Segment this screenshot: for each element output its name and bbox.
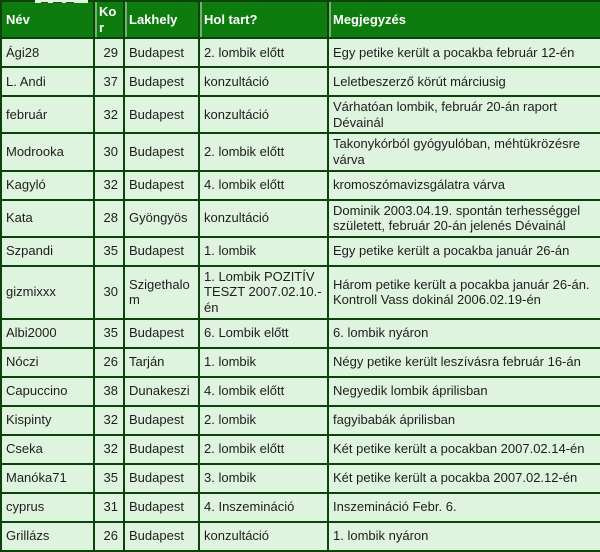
cell-megjegyzes: Dominik 2003.04.19. spontán terhességgel született, február 20-án jelenés Dévainál [328, 200, 600, 237]
cell-megjegyzes: Egy petike került a pocakba január 26-án [328, 237, 600, 266]
table-row [1, 435, 600, 464]
cell-nev: Modrooka [1, 133, 94, 170]
header-row [1, 1, 600, 38]
table-row [1, 171, 600, 200]
cell-megjegyzes: 1. lombik nyáron [328, 522, 600, 551]
cell-hol: 4. lombik előtt [199, 171, 328, 200]
cell-lakhely: Budapest [124, 96, 199, 133]
cell-megjegyzes: Inszemináció Febr. 6. [328, 493, 600, 522]
cell-kor: 35 [94, 319, 124, 348]
cell-hol: 4. lombik előtt [199, 377, 328, 406]
column-header-kor: Kor [94, 1, 124, 38]
table-row [1, 464, 600, 493]
cell-lakhely: Dunakeszi [124, 377, 199, 406]
cell-megjegyzes: fagyibabák áprilisban [328, 406, 600, 435]
cell-nev: Nóczi [1, 348, 94, 377]
table-row [1, 522, 600, 551]
cell-lakhely: Budapest [124, 67, 199, 96]
cell-kor: 26 [94, 348, 124, 377]
cell-hol: konzultáció [199, 522, 328, 551]
table-row [1, 96, 600, 133]
cell-nev: gizmixxx [1, 266, 94, 319]
cell-megjegyzes: Két petike került a pocakban 2007.02.14-én [328, 435, 600, 464]
cell-hol: 4. Inszemináció [199, 493, 328, 522]
cell-megjegyzes: Egy petike került a pocakba február 12-én [328, 38, 600, 67]
cell-lakhely: Budapest [124, 406, 199, 435]
cell-lakhely: Budapest [124, 435, 199, 464]
cell-hol: konzultáció [199, 96, 328, 133]
table-row [1, 237, 600, 266]
cell-kor: 29 [94, 38, 124, 67]
cell-kor: 31 [94, 493, 124, 522]
table-row [1, 377, 600, 406]
cell-hol: 6. Lombik előtt [199, 319, 328, 348]
column-header-hol: Hol tart? [199, 1, 328, 38]
cell-kor: 37 [94, 67, 124, 96]
cell-kor: 30 [94, 133, 124, 170]
cell-kor: 38 [94, 377, 124, 406]
cell-kor: 32 [94, 406, 124, 435]
cell-kor: 35 [94, 237, 124, 266]
table-row [1, 67, 600, 96]
cell-lakhely: Szigethalom [124, 266, 199, 319]
cell-kor: 35 [94, 464, 124, 493]
cell-hol: 2. lombik előtt [199, 133, 328, 170]
cell-megjegyzes: Leletbeszerző körút márciusig [328, 67, 600, 96]
cell-megjegyzes: 6. lombik nyáron [328, 319, 600, 348]
cell-hol: 1. Lombik POZITÍV TESZT 2007.02.10.-én [199, 266, 328, 319]
table-row [1, 200, 600, 237]
cell-nev: Szpandi [1, 237, 94, 266]
cell-nev: Capuccino [1, 377, 94, 406]
cell-megjegyzes: Takonykórból gyógyulóban, méhtükrözésre várva [328, 133, 600, 170]
cell-lakhely: Budapest [124, 522, 199, 551]
cell-kor: 32 [94, 171, 124, 200]
table-row [1, 319, 600, 348]
cell-lakhely: Budapest [124, 237, 199, 266]
cell-nev: Grillázs [1, 522, 94, 551]
table-row [1, 348, 600, 377]
cell-hol: 2. lombik [199, 406, 328, 435]
cell-nev: cyprus [1, 493, 94, 522]
column-header-nev: Név [1, 1, 94, 38]
table-body [1, 38, 600, 550]
table-row [1, 38, 600, 67]
cell-nev: Cseka [1, 435, 94, 464]
cell-lakhely: Tarján [124, 348, 199, 377]
cell-kor: 32 [94, 96, 124, 133]
cell-megjegyzes: Három petike került a pocakba január 26-án. Kontroll Vass dokinál 2006.02.19-én [328, 266, 600, 319]
cell-megjegyzes: Negyedik lombik áprilisban [328, 377, 600, 406]
cell-lakhely: Budapest [124, 493, 199, 522]
cell-nev: Kata [1, 200, 94, 237]
cell-lakhely: Budapest [124, 319, 199, 348]
cell-nev: Kagyló [1, 171, 94, 200]
cell-nev: február [1, 96, 94, 133]
cell-kor: 28 [94, 200, 124, 237]
table-row [1, 493, 600, 522]
cell-megjegyzes: Két petike került a pocakba 2007.02.12-én [328, 464, 600, 493]
cell-megjegyzes: kromoszómavizsgálatra várva [328, 171, 600, 200]
cell-lakhely: Budapest [124, 464, 199, 493]
cell-nev: Ági28 [1, 38, 94, 67]
cell-lakhely: Budapest [124, 171, 199, 200]
top-edge-artifact [35, 0, 88, 3]
cell-hol: konzultáció [199, 200, 328, 237]
cell-nev: L. Andi [1, 67, 94, 96]
cell-kor: 30 [94, 266, 124, 319]
cell-nev: Kispinty [1, 406, 94, 435]
cell-hol: 1. lombik [199, 237, 328, 266]
cell-lakhely: Budapest [124, 38, 199, 67]
cell-kor: 26 [94, 522, 124, 551]
cell-hol: 2. lombik előtt [199, 38, 328, 67]
cell-lakhely: Gyöngyös [124, 200, 199, 237]
cell-nev: Albi2000 [1, 319, 94, 348]
cell-hol: 2. lombik előtt [199, 435, 328, 464]
cell-hol: 3. lombik [199, 464, 328, 493]
cell-kor: 32 [94, 435, 124, 464]
cell-megjegyzes: Négy petike került leszívásra február 16-án [328, 348, 600, 377]
cell-lakhely: Budapest [124, 133, 199, 170]
table-row [1, 406, 600, 435]
table-row [1, 133, 600, 170]
column-header-lakhely: Lakhely [124, 1, 199, 38]
cell-megjegyzes: Várhatóan lombik, február 20-án raport Dévainál [328, 96, 600, 133]
table-row [1, 266, 600, 319]
cell-hol: 1. lombik [199, 348, 328, 377]
column-header-megjegyzes: Megjegyzés [328, 1, 600, 38]
cell-hol: konzultáció [199, 67, 328, 96]
cell-nev: Manóka71 [1, 464, 94, 493]
